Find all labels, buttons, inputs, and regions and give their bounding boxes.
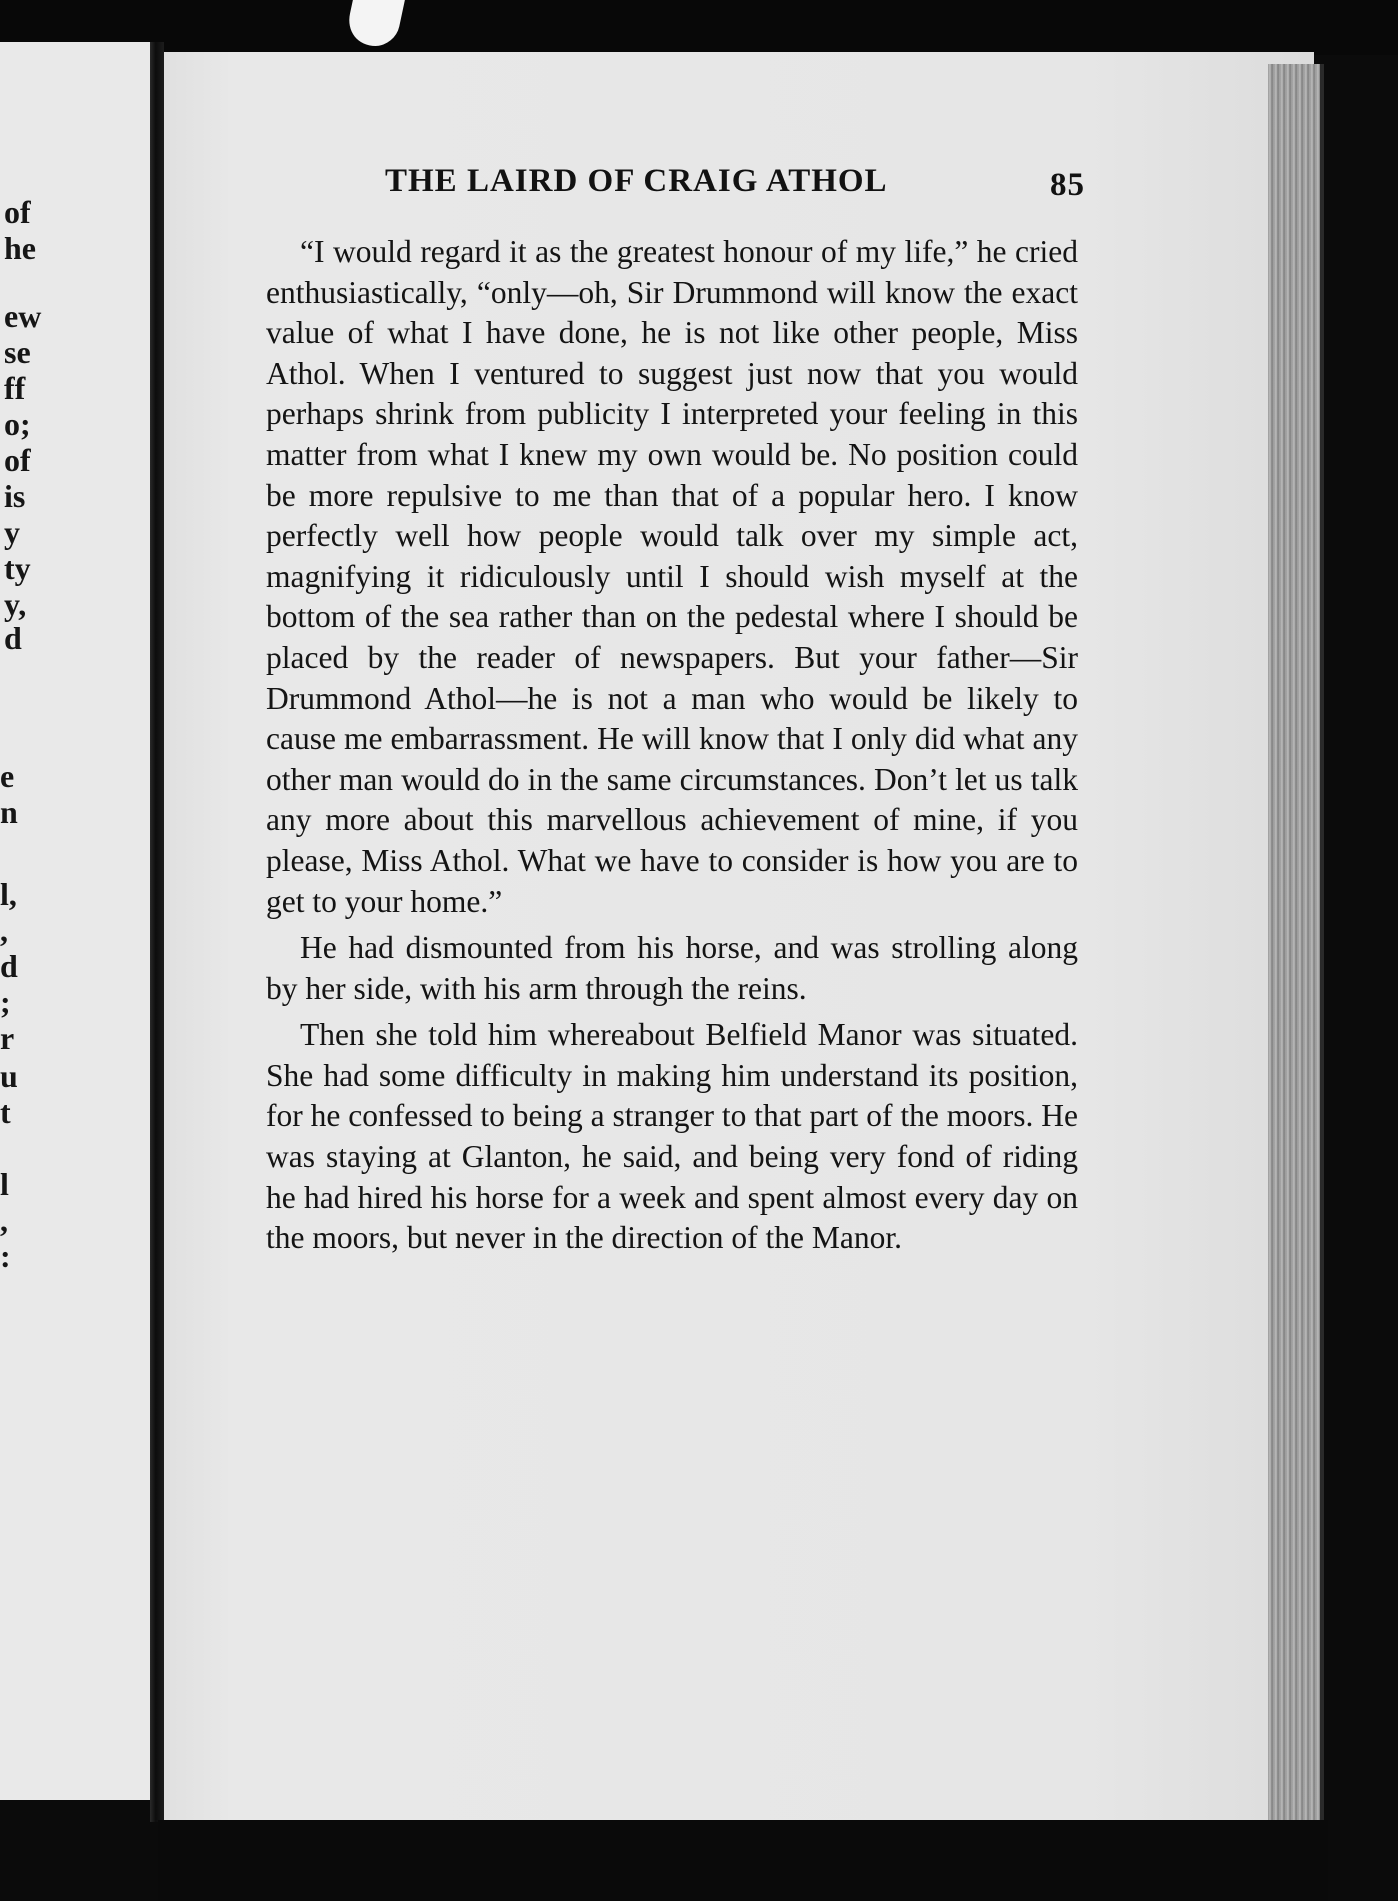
previous-page-fragment-text: ff xyxy=(4,370,26,406)
previous-page-fragment-text: l, xyxy=(0,876,17,912)
previous-page-fragment-text: : xyxy=(0,1238,11,1274)
previous-page-fragment-text: u xyxy=(0,1058,18,1094)
previous-page-fragment-text: of xyxy=(4,194,31,230)
previous-page-fragment-text: of xyxy=(4,442,31,478)
previous-page-fragment-text: se xyxy=(4,334,31,370)
previous-page-fragment-text: d xyxy=(4,620,22,656)
previous-page-line-ends xyxy=(0,42,158,1800)
running-title: THE LAIRD OF CRAIG ATHOL xyxy=(385,163,888,199)
paragraph: “I would regard it as the greatest honour of my life,” he cried enthusiastically, “only—oh, Sir Drummond will know the exact value of what I have done, he is not like other people, Miss Athol. When I ventured to suggest just now that you would perhaps shrink from publicity I interpreted your feeling in this matter from what I knew my own would be. No position could be more repulsive to me than that of a popular hero. I know perfectly well how people would talk over my simple act, magnifying it ridiculously until I should wish myself at the bottom of the sea rather than on the pedestal where I should be placed by the reader of newspapers. But your father—Sir Drummond Athol—he is not a man who would be likely to cause me embarrassment. He will know that I only did what any other man would do in the same circumstances. Don’t let us talk any more about this marvellous achievement of mine, if you please, Miss Athol. What we have to consider is how you are to get to your home.” xyxy=(266,234,1078,919)
previous-page-fragment-text: y xyxy=(4,514,20,550)
book-gutter xyxy=(150,42,164,1822)
previous-page-fragment-text: ew xyxy=(4,298,42,334)
body-text xyxy=(266,232,1078,1259)
previous-page-fragment-text: , xyxy=(0,1202,8,1238)
paragraph: He had dismounted from his horse, and was strolling along by her side, with his arm through the reins. xyxy=(266,930,1078,1006)
previous-page-fragment-text: t xyxy=(0,1094,11,1130)
page-edge-stack xyxy=(1268,64,1324,1834)
previous-page-fragment-text: he xyxy=(4,230,36,266)
previous-page-fragment-text: ; xyxy=(0,984,11,1020)
previous-page-fragment xyxy=(0,42,158,1800)
previous-page-fragment-text: ty xyxy=(4,550,31,586)
page-number: 85 xyxy=(1050,167,1085,203)
previous-page-fragment-text: y, xyxy=(4,586,27,622)
previous-page-fragment-text: d xyxy=(0,948,18,984)
previous-page-fragment-text: o; xyxy=(4,406,31,442)
previous-page-fragment-text: n xyxy=(0,794,18,830)
previous-page-fragment-text: r xyxy=(0,1020,15,1056)
page-header xyxy=(385,163,1085,203)
previous-page-fragment-text: , xyxy=(0,912,8,948)
paragraph: Then she told him whereabout Belfield Manor was situated. She had some difficulty in making him understand its position, for he confessed to being a stranger to that part of the moors. He was staying at Glanton, he said, and being very fond of riding he had hired his horse for a week and spent almost every day on the moors, but never in the direction of the Manor. xyxy=(266,1017,1078,1256)
previous-page-fragment-text: is xyxy=(4,478,26,514)
scan-border-top xyxy=(0,0,1398,55)
previous-page-fragment-text: e xyxy=(0,758,15,794)
previous-page-fragment-text: l xyxy=(0,1166,9,1202)
scan-border-bottom xyxy=(158,1820,1328,1901)
